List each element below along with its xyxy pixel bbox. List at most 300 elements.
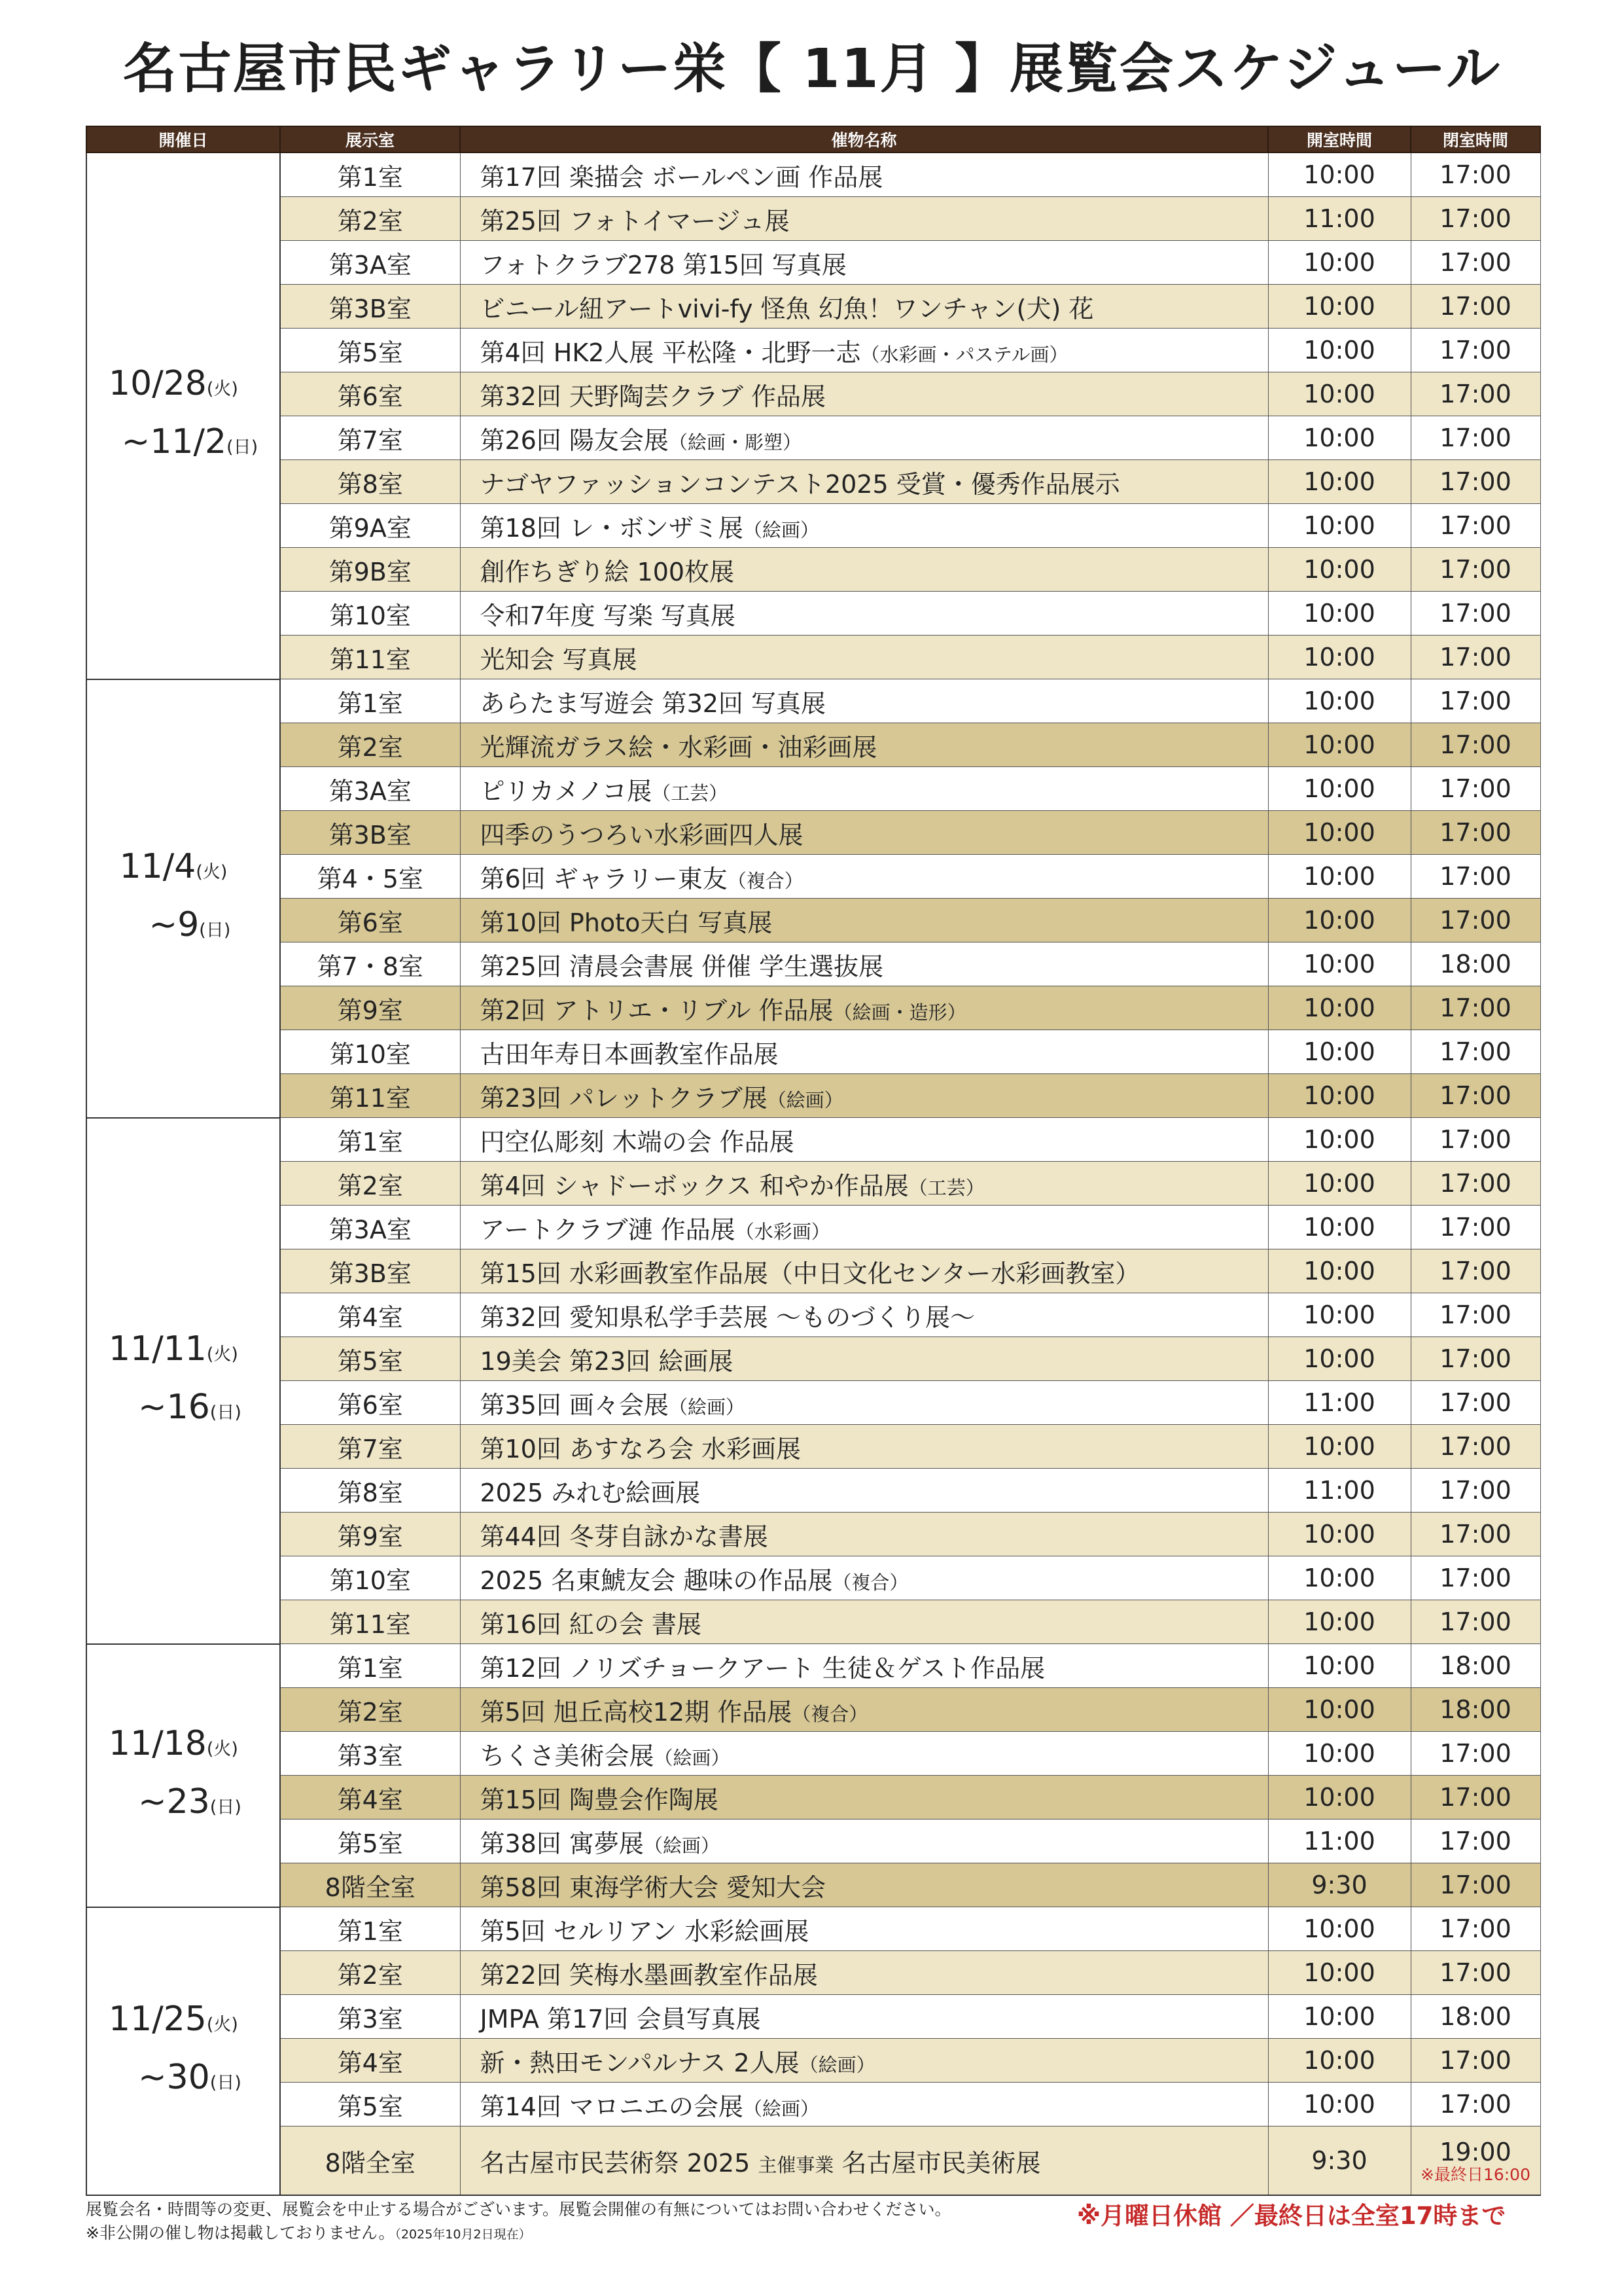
- room-cell: 第3A室: [280, 767, 460, 811]
- close-time-cell: 17:00: [1411, 1863, 1540, 1907]
- event-name: 第12回 ノリズチョークアート 生徒＆ゲスト作品展: [480, 1653, 1046, 1683]
- room-cell: 第3B室: [280, 285, 460, 329]
- table-row: [86, 1600, 1540, 1644]
- event-cell: [460, 1907, 1268, 1951]
- room-cell: 第1室: [280, 152, 460, 197]
- open-time-cell: 10:00: [1268, 2083, 1411, 2126]
- room-cell: 第11室: [280, 1600, 460, 1644]
- open-time-cell: 10:00: [1268, 1995, 1411, 2039]
- close-time-cell: 17:00: [1411, 329, 1540, 372]
- event-category: （絵画）: [743, 2097, 819, 2120]
- date-end-weekday: (日): [209, 2072, 241, 2093]
- event-name: アートクラブ漣 作品展: [480, 1215, 735, 1244]
- room-cell: 第1室: [280, 1907, 460, 1951]
- event-cell: [460, 899, 1268, 942]
- event-name: 第2回 アトリエ・リブル 作品展: [480, 996, 834, 1025]
- table-row: [86, 942, 1540, 986]
- close-time-cell: 17:00: [1411, 636, 1540, 679]
- close-time-cell: 17:00: [1411, 1118, 1540, 1162]
- table-row: [86, 811, 1540, 855]
- event-name: 新・熱田モンパルナス 2人展: [480, 2048, 800, 2077]
- event-cell: [460, 1688, 1268, 1732]
- event-cell: [460, 1600, 1268, 1644]
- event-cell: [460, 636, 1268, 679]
- open-time-cell: 10:00: [1268, 1907, 1411, 1951]
- open-time-cell: 10:00: [1268, 1951, 1411, 1995]
- header-date: 開催日: [86, 126, 280, 152]
- date-end: [87, 1381, 279, 1439]
- table-row: [86, 416, 1540, 460]
- close-time-cell: 17:00: [1411, 1425, 1540, 1469]
- close-time-cell: 17:00: [1411, 285, 1540, 329]
- open-time-cell: 11:00: [1268, 1469, 1411, 1513]
- event-name: 第14回 マロニエの会展: [480, 2092, 743, 2121]
- close-time-cell: 17:00: [1411, 2083, 1540, 2126]
- room-cell: 第4室: [280, 2039, 460, 2083]
- event-name: 令和7年度 写楽 写真展: [480, 601, 735, 630]
- date-start: [87, 1993, 279, 2051]
- event-name: 第15回 水彩画教室作品展（中日文化センター水彩画教室）: [480, 1259, 1140, 1288]
- room-cell: 第2室: [280, 197, 460, 241]
- close-time-cell: 17:00: [1411, 1732, 1540, 1776]
- event-category: （絵画）: [799, 2053, 875, 2076]
- room-cell: 第4室: [280, 1293, 460, 1337]
- open-time-cell: 11:00: [1268, 1820, 1411, 1863]
- event-cell: [460, 2083, 1268, 2126]
- event-name: 第58回 東海学術大会 愛知大会: [480, 1873, 826, 1902]
- event-name: 第22回 笑梅水墨画教室作品展: [480, 1960, 818, 1990]
- close-time-cell: 17:00: [1411, 592, 1540, 636]
- room-cell: 8階全室: [280, 1863, 460, 1907]
- room-cell: 第4室: [280, 1776, 460, 1820]
- event-name: 第32回 天野陶芸クラブ 作品展: [480, 382, 826, 411]
- room-cell: 第5室: [280, 329, 460, 372]
- date-end-value: ~30: [138, 2057, 210, 2097]
- event-category: （工芸）: [652, 781, 728, 804]
- room-cell: 第3B室: [280, 811, 460, 855]
- event-name: ナゴヤファッションコンテスト2025 受賞・優秀作品展示: [480, 469, 1120, 499]
- table-row: [86, 2126, 1540, 2196]
- room-cell: 第11室: [280, 1074, 460, 1118]
- event-cell: [460, 1513, 1268, 1556]
- date-range-cell: [86, 1644, 280, 1907]
- event-cell: [460, 1249, 1268, 1293]
- open-time-cell: 10:00: [1268, 942, 1411, 986]
- close-time-cell: [1411, 2126, 1540, 2196]
- room-cell: 第10室: [280, 1556, 460, 1600]
- event-cell: [460, 1995, 1268, 2039]
- table-row: [86, 1995, 1540, 2039]
- room-cell: 第9B室: [280, 548, 460, 592]
- close-time-cell: 17:00: [1411, 1951, 1540, 1995]
- table-row: [86, 329, 1540, 372]
- date-start: [87, 840, 279, 899]
- event-name: JMPA 第17回 会員写真展: [480, 2004, 761, 2034]
- close-time-cell: 17:00: [1411, 723, 1540, 767]
- close-time-cell: 17:00: [1411, 152, 1540, 197]
- event-cell: [460, 1644, 1268, 1688]
- event-name-tail: 名古屋市民美術展: [834, 2148, 1041, 2178]
- event-cell: [460, 329, 1268, 372]
- room-cell: 第4・5室: [280, 855, 460, 899]
- close-time-cell: 17:00: [1411, 1030, 1540, 1074]
- room-cell: 第9室: [280, 986, 460, 1030]
- event-category: （複合）: [792, 1702, 868, 1725]
- date-start-value: 11/11: [109, 1329, 207, 1369]
- event-cell: [460, 2126, 1268, 2196]
- table-row: [86, 285, 1540, 329]
- close-time-cell: 17:00: [1411, 1074, 1540, 1118]
- open-time-cell: 10:00: [1268, 1644, 1411, 1688]
- table-row: [86, 899, 1540, 942]
- open-time-cell: 10:00: [1268, 1118, 1411, 1162]
- table-row: [86, 1907, 1540, 1951]
- open-time-cell: 10:00: [1268, 504, 1411, 548]
- event-cell: [460, 152, 1268, 197]
- open-time-cell: 10:00: [1268, 1513, 1411, 1556]
- event-name: 第32回 愛知県私学手芸展 〜ものづくり展〜: [480, 1302, 976, 1332]
- event-name: 第15回 陶豊会作陶展: [480, 1785, 718, 1814]
- event-category: （絵画・造形）: [833, 1001, 966, 1024]
- event-name: フォトクラブ278 第15回 写真展: [480, 250, 847, 279]
- table-row: [86, 1381, 1540, 1425]
- open-time-cell: 10:00: [1268, 329, 1411, 372]
- room-cell: 第8室: [280, 1469, 460, 1513]
- event-cell: [460, 548, 1268, 592]
- room-cell: 第2室: [280, 723, 460, 767]
- event-cell: [460, 1863, 1268, 1907]
- footer-line-2-text: ※非公開の催し物は掲載しておりません。: [86, 2223, 395, 2242]
- event-cell: [460, 1206, 1268, 1249]
- table-row: [86, 1249, 1540, 1293]
- close-time-cell: 17:00: [1411, 197, 1540, 241]
- event-cell: [460, 986, 1268, 1030]
- table-row: [86, 1863, 1540, 1907]
- table-row: [86, 1732, 1540, 1776]
- event-name: 第35回 画々会展: [480, 1390, 669, 1420]
- event-name: 2025 みれむ絵画展: [480, 1478, 701, 1507]
- event-name: 第4回 シャドーボックス 和やか作品展: [480, 1171, 909, 1200]
- event-cell: [460, 372, 1268, 416]
- table-row: [86, 1513, 1540, 1556]
- event-category: （絵画）: [654, 1746, 730, 1769]
- close-time-cell: 17:00: [1411, 416, 1540, 460]
- event-cell: [460, 1381, 1268, 1425]
- closed-notice: ※月曜日休館 ／最終日は全室17時まで: [1077, 2202, 1506, 2230]
- event-name: 第38回 寓夢展: [480, 1829, 644, 1858]
- close-time-cell: 18:00: [1411, 1644, 1540, 1688]
- room-cell: 第6室: [280, 1381, 460, 1425]
- footer-line-1: 展覧会名・時間等の変更、展覧会を中止する場合がございます。展覧会開催の有無についてはお問い合わせください。: [86, 2200, 951, 2219]
- table-row: [86, 197, 1540, 241]
- room-cell: 第5室: [280, 1820, 460, 1863]
- open-time-cell: 10:00: [1268, 548, 1411, 592]
- date-start-value: 11/18: [109, 1723, 207, 1763]
- event-name: 第6回 ギャラリー東友: [480, 864, 728, 893]
- table-row: [86, 1469, 1540, 1513]
- close-time-cell: 18:00: [1411, 1688, 1540, 1732]
- table-row: [86, 1162, 1540, 1206]
- event-cell: [460, 1162, 1268, 1206]
- date-start-weekday: (火): [206, 1738, 238, 1759]
- table-row: [86, 1776, 1540, 1820]
- open-time-cell: 10:00: [1268, 2039, 1411, 2083]
- event-name: 第44回 冬芽自詠かな書展: [480, 1522, 768, 1551]
- close-time-cell: 18:00: [1411, 942, 1540, 986]
- event-cell: [460, 416, 1268, 460]
- event-cell: [460, 811, 1268, 855]
- event-name: 名古屋市民芸術祭 2025: [480, 2148, 758, 2178]
- table-row: [86, 986, 1540, 1030]
- event-cell: [460, 679, 1268, 723]
- open-time-cell: 10:00: [1268, 679, 1411, 723]
- table-row: [86, 548, 1540, 592]
- event-cell: [460, 723, 1268, 767]
- open-time-cell: 10:00: [1268, 723, 1411, 767]
- open-time-cell: 10:00: [1268, 416, 1411, 460]
- room-cell: 第11室: [280, 636, 460, 679]
- open-time-cell: 10:00: [1268, 767, 1411, 811]
- close-time-cell: 17:00: [1411, 1556, 1540, 1600]
- date-end-weekday: (日): [209, 1797, 241, 1818]
- close-time-cell: 17:00: [1411, 855, 1540, 899]
- room-cell: 第5室: [280, 2083, 460, 2126]
- open-time-cell: 10:00: [1268, 152, 1411, 197]
- event-name: ビニール紐アートvivi-fy 怪魚 幻魚！ワンチャン(犬) 花: [480, 294, 1094, 323]
- room-cell: 第3室: [280, 1732, 460, 1776]
- schedule-body: [86, 152, 1540, 2195]
- event-category: （水彩画・パステル画）: [860, 343, 1068, 366]
- close-time-cell: 17:00: [1411, 1513, 1540, 1556]
- event-cell: [460, 767, 1268, 811]
- table-row: [86, 1074, 1540, 1118]
- date-start: [87, 357, 279, 416]
- date-end-weekday: (日): [209, 1402, 241, 1423]
- room-cell: 第10室: [280, 1030, 460, 1074]
- room-cell: 第3室: [280, 1995, 460, 2039]
- room-cell: 第2室: [280, 1951, 460, 1995]
- date-end: [87, 2051, 279, 2109]
- table-row: [86, 2039, 1540, 2083]
- room-cell: 第2室: [280, 1162, 460, 1206]
- open-time-cell: 10:00: [1268, 1030, 1411, 1074]
- event-cell: [460, 460, 1268, 504]
- date-start-value: 11/25: [109, 1999, 207, 2039]
- room-cell: 第9室: [280, 1513, 460, 1556]
- table-row: [86, 372, 1540, 416]
- event-name: 第5回 セルリアン 水彩絵画展: [480, 1916, 809, 1946]
- event-name: 第17回 楽描会 ボールペン画 作品展: [480, 162, 883, 192]
- table-row: [86, 1425, 1540, 1469]
- open-time-cell: 10:00: [1268, 1337, 1411, 1381]
- header-open: 開室時間: [1268, 126, 1411, 152]
- date-range-cell: [86, 1118, 280, 1644]
- close-time-cell: 17:00: [1411, 372, 1540, 416]
- close-time-cell: 17:00: [1411, 1600, 1540, 1644]
- event-cell: [460, 1820, 1268, 1863]
- open-time-cell: 10:00: [1268, 372, 1411, 416]
- event-name: 第5回 旭丘高校12期 作品展: [480, 1697, 792, 1727]
- event-cell: [460, 1293, 1268, 1337]
- table-row: [86, 855, 1540, 899]
- room-cell: 第3A室: [280, 241, 460, 285]
- date-start-weekday: (火): [206, 2014, 238, 2035]
- close-time-cell: 17:00: [1411, 1162, 1540, 1206]
- open-time-cell: 10:00: [1268, 1074, 1411, 1118]
- table-row: [86, 723, 1540, 767]
- room-cell: 8階全室: [280, 2126, 460, 2196]
- close-time-cell: 17:00: [1411, 1907, 1540, 1951]
- date-start-weekday: (火): [206, 1344, 238, 1365]
- table-row: [86, 1951, 1540, 1995]
- open-time-cell: 10:00: [1268, 1293, 1411, 1337]
- event-category: （複合）: [727, 869, 803, 892]
- close-time-cell: 17:00: [1411, 1381, 1540, 1425]
- date-start: [87, 1717, 279, 1776]
- close-time: 19:00: [1439, 2138, 1511, 2166]
- footer-notes: [86, 2198, 951, 2246]
- event-name: ちくさ美術会展: [480, 1741, 654, 1770]
- event-category: （絵画・彫塑）: [668, 431, 802, 454]
- room-cell: 第3A室: [280, 1206, 460, 1249]
- room-cell: 第7室: [280, 1425, 460, 1469]
- schedule-table: [86, 126, 1541, 2196]
- event-cell: [460, 1776, 1268, 1820]
- date-end-weekday: (日): [226, 437, 258, 458]
- event-cell: [460, 285, 1268, 329]
- room-cell: 第6室: [280, 899, 460, 942]
- event-category: （絵画）: [767, 1088, 843, 1111]
- open-time-cell: 9:30: [1268, 2126, 1411, 2196]
- open-time-cell: 10:00: [1268, 986, 1411, 1030]
- event-name: 光輝流ガラス絵・水彩画・油彩画展: [480, 732, 877, 762]
- event-name: 円空仏彫刻 木端の会 作品展: [480, 1127, 794, 1157]
- table-row: [86, 1688, 1540, 1732]
- room-cell: 第7室: [280, 416, 460, 460]
- event-cell: [460, 1951, 1268, 1995]
- close-time-cell: 17:00: [1411, 1249, 1540, 1293]
- footer-date-stamp: （2025年10月2日現在）: [395, 2227, 531, 2242]
- table-row: [86, 1820, 1540, 1863]
- event-name: 第10回 あすなろ会 水彩画展: [480, 1434, 802, 1463]
- event-cell: [460, 241, 1268, 285]
- open-time-cell: 11:00: [1268, 1381, 1411, 1425]
- room-cell: 第3B室: [280, 1249, 460, 1293]
- event-name: 第16回 紅の会 書展: [480, 1609, 702, 1639]
- event-name: 19美会 第23回 絵画展: [480, 1346, 733, 1376]
- room-cell: 第2室: [280, 1688, 460, 1732]
- table-row: [86, 2083, 1540, 2126]
- open-time-cell: 10:00: [1268, 1600, 1411, 1644]
- table-row: [86, 1293, 1540, 1337]
- room-cell: 第1室: [280, 679, 460, 723]
- room-cell: 第1室: [280, 1118, 460, 1162]
- open-time-cell: 10:00: [1268, 1249, 1411, 1293]
- event-cell: [460, 1732, 1268, 1776]
- event-name: あらたま写遊会 第32回 写真展: [480, 689, 826, 718]
- open-time-cell: 11:00: [1268, 197, 1411, 241]
- open-time-cell: 10:00: [1268, 460, 1411, 504]
- room-cell: 第8室: [280, 460, 460, 504]
- open-time-cell: 10:00: [1268, 636, 1411, 679]
- date-range-cell: [86, 152, 280, 679]
- date-end: [87, 1776, 279, 1834]
- last-day-note: ※最終日16:00: [1421, 2165, 1530, 2184]
- event-category: 主催事業: [758, 2153, 834, 2176]
- event-cell: [460, 197, 1268, 241]
- event-name: 古田年寿日本画教室作品展: [480, 1039, 779, 1069]
- date-end-weekday: (日): [199, 920, 231, 941]
- event-cell: [460, 1425, 1268, 1469]
- close-time-cell: 17:00: [1411, 1337, 1540, 1381]
- close-time-cell: 17:00: [1411, 1820, 1540, 1863]
- event-name: 第26回 陽友会展: [480, 425, 669, 455]
- page-title: 名古屋市民ギャラリー栄【 11月 】展覧会スケジュール: [122, 38, 1502, 100]
- event-name: 第4回 HK2人展 平松隆・北野一志: [480, 338, 861, 367]
- event-name: 四季のうつろい水彩画四人展: [480, 820, 803, 850]
- table-row: [86, 241, 1540, 285]
- header-close: 閉室時間: [1411, 126, 1540, 152]
- event-category: （絵画）: [743, 518, 819, 541]
- event-cell: [460, 592, 1268, 636]
- close-time-cell: 18:00: [1411, 1995, 1540, 2039]
- event-name: 第18回 レ・ボンザミ展: [480, 513, 743, 543]
- table-row: [86, 460, 1540, 504]
- event-cell: [460, 1556, 1268, 1600]
- open-time-cell: 9:30: [1268, 1863, 1411, 1907]
- date-end: [87, 416, 279, 474]
- header-event: 催物名称: [460, 126, 1268, 152]
- table-row: [86, 592, 1540, 636]
- room-cell: 第1室: [280, 1644, 460, 1688]
- room-cell: 第6室: [280, 372, 460, 416]
- date-start-value: 11/4: [119, 846, 196, 886]
- open-time-cell: 10:00: [1268, 811, 1411, 855]
- event-category: （絵画）: [643, 1834, 720, 1857]
- open-time-cell: 10:00: [1268, 899, 1411, 942]
- table-row: [86, 679, 1540, 723]
- close-time-cell: 17:00: [1411, 1776, 1540, 1820]
- table-row: [86, 504, 1540, 548]
- event-category: （複合）: [832, 1571, 909, 1594]
- date-end-value: ~9: [149, 905, 200, 944]
- open-time-cell: 10:00: [1268, 855, 1411, 899]
- event-category: （工芸）: [908, 1176, 985, 1199]
- open-time-cell: 10:00: [1268, 1556, 1411, 1600]
- close-time-cell: 17:00: [1411, 986, 1540, 1030]
- open-time-cell: 10:00: [1268, 1162, 1411, 1206]
- date-start-weekday: (火): [196, 861, 228, 882]
- close-time-cell: 17:00: [1411, 767, 1540, 811]
- open-time-cell: 10:00: [1268, 1425, 1411, 1469]
- close-time-cell: 17:00: [1411, 1206, 1540, 1249]
- date-start-weekday: (火): [206, 379, 238, 400]
- event-cell: [460, 1118, 1268, 1162]
- event-name: 2025 名東鯱友会 趣味の作品展: [480, 1566, 833, 1595]
- table-row: [86, 1118, 1540, 1162]
- event-name: 光知会 写真展: [480, 645, 637, 674]
- date-range-cell: [86, 1907, 280, 2196]
- table-row: [86, 1337, 1540, 1381]
- event-cell: [460, 504, 1268, 548]
- room-cell: 第9A室: [280, 504, 460, 548]
- event-category: （水彩画）: [735, 1220, 830, 1243]
- event-name: 創作ちぎり絵 100枚展: [480, 557, 735, 586]
- close-time-cell: 17:00: [1411, 1293, 1540, 1337]
- date-start: [87, 1323, 279, 1381]
- table-row: [86, 636, 1540, 679]
- open-time-cell: 10:00: [1268, 285, 1411, 329]
